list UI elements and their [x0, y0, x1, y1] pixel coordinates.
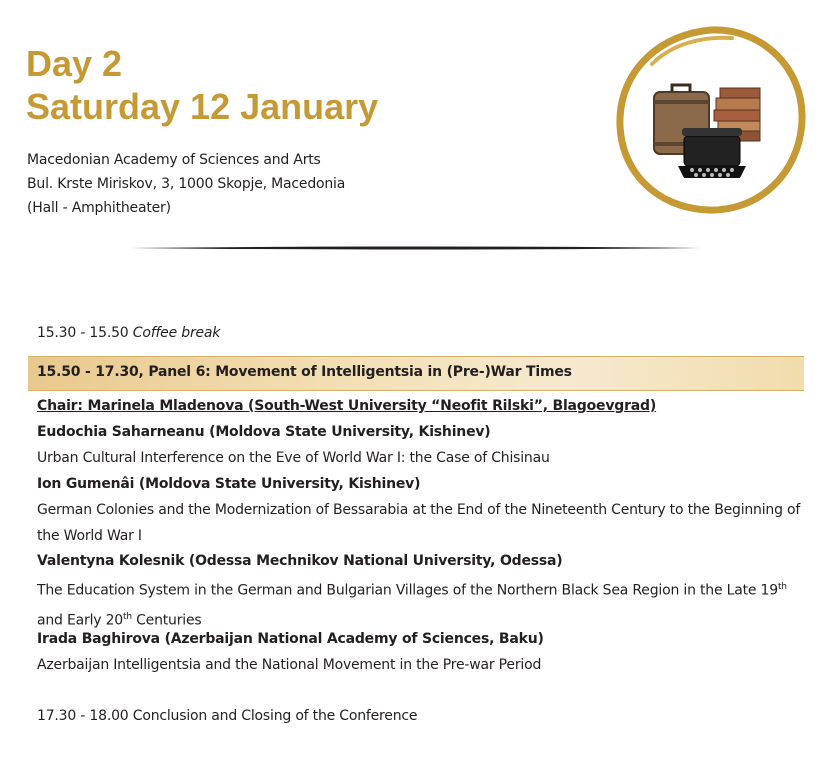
speaker-name: Valentyna Kolesnik (Odessa Mechnikov National University, Odessa)	[37, 553, 563, 569]
speaker-name: Irada Baghirova (Azerbaijan National Academy of Sciences, Baku)	[37, 631, 544, 647]
talk-title-part: Centuries	[131, 612, 202, 629]
panel-title-bar	[28, 356, 804, 391]
superscript: th	[777, 582, 787, 592]
talk-title	[37, 574, 807, 633]
closing-line: 17.30 - 18.00 Conclusion and Closing of the Conference	[37, 708, 418, 724]
speaker-name: Ion Gumenâi (Moldova State University, Kishinev)	[37, 476, 421, 492]
chair-line: Chair: Marinela Mladenova (South-West University “Neofit Rilski”, Blagoevgrad)	[37, 398, 657, 414]
talk-title: Azerbaijan Intelligentsia and the National Movement in the Pre-war Period	[37, 657, 542, 673]
talk-title-part: and Early 20	[37, 612, 124, 629]
venue-line: (Hall - Amphitheater)	[27, 200, 171, 216]
talk-title-part: The Education System in the German and Bulgarian Villages of the Northern Black Sea Region in the Late 19	[37, 582, 778, 599]
superscript: th	[123, 611, 132, 622]
venue-line: Macedonian Academy of Sciences and Arts	[27, 152, 321, 168]
talk-title: Urban Cultural Interference on the Eve of World War I: the Case of Chisinau	[37, 450, 550, 466]
day-label: Day 2	[26, 43, 123, 84]
talk-title: German Colonies and the Modernization of Bessarabia at the End of the Nineteenth Century to the Beginning of the World War I	[37, 502, 801, 544]
typewriter-suitcase-books-emblem	[612, 24, 810, 216]
venue-line: Bul. Krste Miriskov, 3, 1000 Skopje, Macedonia	[27, 176, 346, 192]
coffee-break-row	[37, 325, 220, 341]
speaker-name: Eudochia Saharneanu (Moldova State University, Kishinev)	[37, 424, 491, 440]
divider	[130, 245, 700, 251]
panel-title: 15.50 - 17.30, Panel 6: Movement of Intelligentsia in (Pre-)War Times	[37, 364, 572, 380]
venue-info	[27, 148, 345, 220]
day-heading	[26, 42, 378, 128]
date-label: Saturday 12 January	[26, 86, 379, 127]
coffee-time: 15.30 - 15.50	[37, 325, 129, 341]
coffee-label: Coffee break	[132, 325, 221, 341]
